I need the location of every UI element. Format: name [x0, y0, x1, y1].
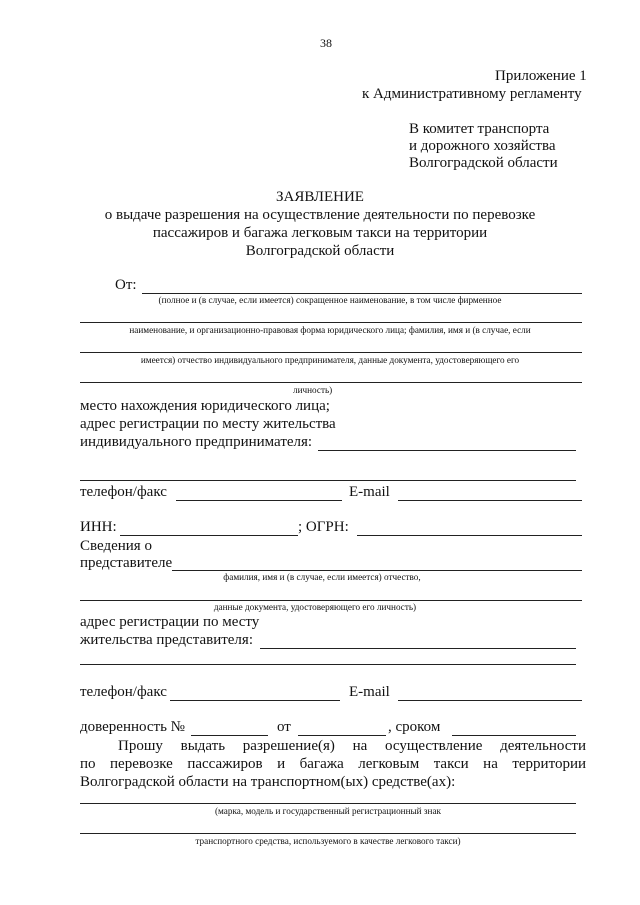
- from-field-line-1[interactable]: [142, 293, 582, 294]
- representative-field-line-2[interactable]: [80, 600, 582, 601]
- rep-email-field[interactable]: [398, 700, 582, 701]
- from-field-line-4[interactable]: [80, 382, 582, 383]
- rep-address-field-2[interactable]: [80, 664, 576, 665]
- representative-field-line-1[interactable]: [172, 570, 582, 571]
- representative-line-2: представителе: [80, 555, 173, 571]
- request-line-2: по перевозке пассажиров и багажа легковым такси на территории: [80, 756, 586, 772]
- inn-label: ИНН:: [80, 519, 117, 535]
- phone-field[interactable]: [176, 500, 342, 501]
- ogrn-field[interactable]: [357, 535, 582, 536]
- poa-number-label: доверенность №: [80, 719, 185, 735]
- rep-address-line-2: жительства представителя:: [80, 632, 253, 648]
- vehicle-hint-1: (марка, модель и государственный регистрационный знак: [215, 806, 441, 816]
- location-line-2: адрес регистрации по месту жительства: [80, 416, 336, 432]
- rep-phone-field[interactable]: [170, 700, 340, 701]
- location-field-line-1[interactable]: [318, 450, 576, 451]
- from-field-line-2[interactable]: [80, 322, 582, 323]
- addressee-line-3: Волгоградской области: [409, 155, 558, 171]
- representative-hint-1: фамилия, имя и (в случае, если имеется) отчество,: [223, 572, 421, 582]
- phone-label: телефон/факс: [80, 484, 167, 500]
- subtitle-line-3: Волгоградской области: [245, 243, 395, 259]
- rep-email-label: E-mail: [349, 684, 390, 700]
- from-hint-3: имеется) отчество индивидуального предпринимателя, данные документа, удостоверяющего его: [140, 355, 520, 365]
- poa-date-label: от: [277, 719, 291, 735]
- appendix-line-2: к Административному регламенту: [362, 86, 582, 102]
- request-line-1: Прошу выдать разрешение(я) на осуществление деятельности: [118, 738, 586, 754]
- vehicle-field-line-1[interactable]: [80, 803, 576, 804]
- poa-term-field[interactable]: [452, 735, 576, 736]
- representative-line-1: Сведения о: [80, 538, 152, 554]
- addressee-line-2: и дорожного хозяйства: [409, 138, 556, 154]
- subtitle-line-2: пассажиров и багажа легковым такси на территории: [152, 225, 488, 241]
- location-line-3: индивидуального предпринимателя:: [80, 434, 313, 450]
- from-hint-1: (полное и (в случае, если имеется) сокращенное наименование, в том числе фирменное: [158, 295, 502, 305]
- rep-address-line-1: адрес регистрации по месту: [80, 614, 260, 630]
- vehicle-hint-2: транспортного средства, используемого в качестве легкового такси): [195, 836, 461, 846]
- request-line-3: Волгоградской области на транспортном(ых) средстве(ах):: [80, 774, 456, 790]
- subtitle-line-1: о выдаче разрешения на осуществление деятельности по перевозке: [104, 207, 536, 223]
- poa-date-field[interactable]: [298, 735, 386, 736]
- page-number: 38: [320, 36, 332, 50]
- addressee-line-1: В комитет транспорта: [409, 121, 550, 137]
- from-field-line-3[interactable]: [80, 352, 582, 353]
- document-title: ЗАЯВЛЕНИЕ: [276, 189, 364, 205]
- vehicle-field-line-2[interactable]: [80, 833, 576, 834]
- poa-number-field[interactable]: [191, 735, 268, 736]
- appendix-line-1: Приложение 1: [495, 68, 587, 84]
- from-label: От:: [115, 277, 137, 293]
- email-field[interactable]: [398, 500, 582, 501]
- email-label: E-mail: [349, 484, 390, 500]
- from-hint-4: личность): [293, 385, 333, 395]
- ogrn-label: ; ОГРН:: [298, 519, 349, 535]
- location-field-line-2[interactable]: [80, 480, 576, 481]
- representative-hint-2: данные документа, удостоверяющего его личность): [213, 602, 417, 612]
- inn-field[interactable]: [120, 535, 298, 536]
- rep-address-field-1[interactable]: [260, 648, 576, 649]
- poa-term-label: , сроком: [388, 719, 441, 735]
- rep-phone-label: телефон/факс: [80, 684, 167, 700]
- from-hint-2: наименование, и организационно-правовая форма юридического лица; фамилия, имя и (в случае, если: [129, 325, 531, 335]
- location-line-1: место нахождения юридического лица;: [80, 398, 330, 414]
